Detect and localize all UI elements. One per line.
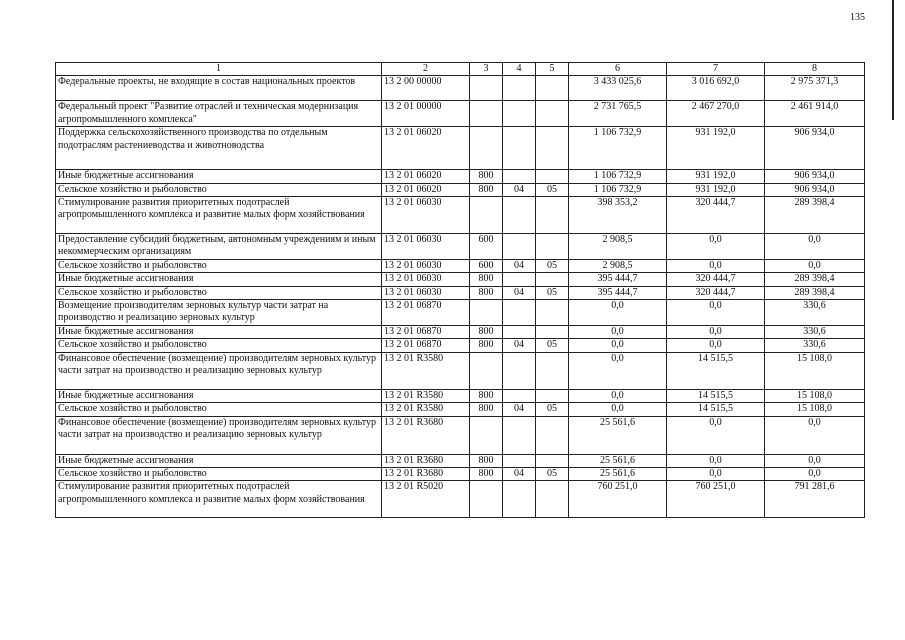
row-subsection-cell: 05 (536, 286, 569, 299)
row-name-cell: Иные бюджетные ассигнования (56, 389, 382, 402)
row-section-cell (503, 127, 536, 170)
row-subsection-cell: 05 (536, 467, 569, 480)
table-row (56, 467, 865, 480)
row-amount-year3-cell: 15 108,0 (765, 352, 865, 389)
row-subsection-cell (536, 325, 569, 338)
row-name-cell: Стимулирование развития приоритетных подотраслей агропромышленного комплекса и развитие малых форм хозяйствования (56, 481, 382, 518)
header-col-1: 1 (56, 63, 382, 76)
row-amount-year1-cell: 0,0 (569, 403, 667, 416)
table-row (56, 170, 865, 183)
row-name-cell: Федеральный проект "Развитие отраслей и техническая модернизация агропромышленного комплекса" (56, 101, 382, 127)
row-section-cell: 04 (503, 467, 536, 480)
header-col-8: 8 (765, 63, 865, 76)
row-subsection-cell (536, 234, 569, 260)
row-expense-type-cell: 600 (470, 259, 503, 272)
row-amount-year2-cell: 0,0 (667, 467, 765, 480)
row-amount-year3-cell: 330,6 (765, 300, 865, 326)
row-amount-year1-cell: 0,0 (569, 325, 667, 338)
row-expense-type-cell: 800 (470, 325, 503, 338)
row-expense-type-cell (470, 127, 503, 170)
row-amount-year1-cell: 0,0 (569, 339, 667, 352)
row-amount-year3-cell: 0,0 (765, 416, 865, 454)
row-subsection-cell (536, 454, 569, 467)
row-amount-year2-cell: 931 192,0 (667, 183, 765, 196)
row-subsection-cell (536, 352, 569, 389)
row-code-cell: 13 2 01 R3680 (382, 416, 470, 454)
row-subsection-cell: 05 (536, 339, 569, 352)
row-code-cell: 13 2 01 06030 (382, 259, 470, 272)
row-amount-year1-cell: 1 106 732,9 (569, 127, 667, 170)
row-code-cell: 13 2 01 06870 (382, 325, 470, 338)
row-expense-type-cell: 800 (470, 454, 503, 467)
row-code-cell: 13 2 01 06870 (382, 300, 470, 326)
row-amount-year3-cell: 0,0 (765, 467, 865, 480)
row-amount-year1-cell: 1 106 732,9 (569, 183, 667, 196)
row-section-cell (503, 454, 536, 467)
row-section-cell (503, 416, 536, 454)
row-name-cell: Финансовое обеспечение (возмещение) производителям зерновых культур части затрат на производство и реализацию зерновых культур (56, 352, 382, 389)
row-code-cell: 13 2 01 06030 (382, 234, 470, 260)
row-expense-type-cell: 800 (470, 286, 503, 299)
row-expense-type-cell: 800 (470, 467, 503, 480)
row-name-cell: Федеральные проекты, не входящие в состав национальных проектов (56, 76, 382, 101)
row-amount-year3-cell: 791 281,6 (765, 481, 865, 518)
row-code-cell: 13 2 01 R3580 (382, 389, 470, 402)
row-subsection-cell (536, 481, 569, 518)
row-subsection-cell: 05 (536, 403, 569, 416)
table-row (56, 183, 865, 196)
header-col-6: 6 (569, 63, 667, 76)
row-name-cell: Иные бюджетные ассигнования (56, 325, 382, 338)
row-amount-year2-cell: 0,0 (667, 454, 765, 467)
row-code-cell: 13 2 01 06020 (382, 183, 470, 196)
row-expense-type-cell: 800 (470, 170, 503, 183)
table-row (56, 481, 865, 518)
table-row (56, 300, 865, 326)
row-amount-year1-cell: 0,0 (569, 352, 667, 389)
header-col-7: 7 (667, 63, 765, 76)
header-col-5: 5 (536, 63, 569, 76)
row-name-cell: Стимулирование развития приоритетных подотраслей агропромышленного комплекса и развитие малых форм хозяйствования (56, 197, 382, 234)
row-name-cell: Сельское хозяйство и рыболовство (56, 183, 382, 196)
row-expense-type-cell (470, 300, 503, 326)
row-amount-year2-cell: 3 016 692,0 (667, 76, 765, 101)
row-amount-year1-cell: 0,0 (569, 389, 667, 402)
row-amount-year2-cell: 0,0 (667, 339, 765, 352)
row-amount-year1-cell: 25 561,6 (569, 416, 667, 454)
header-col-2: 2 (382, 63, 470, 76)
row-amount-year3-cell: 0,0 (765, 454, 865, 467)
row-amount-year2-cell: 760 251,0 (667, 481, 765, 518)
row-code-cell: 13 2 01 06020 (382, 170, 470, 183)
row-name-cell: Возмещение производителям зерновых культур части затрат на производство и реализацию зерновых культур (56, 300, 382, 326)
row-section-cell (503, 234, 536, 260)
row-section-cell: 04 (503, 286, 536, 299)
row-name-cell: Иные бюджетные ассигнования (56, 170, 382, 183)
row-name-cell: Сельское хозяйство и рыболовство (56, 467, 382, 480)
row-amount-year3-cell: 0,0 (765, 234, 865, 260)
header-col-4: 4 (503, 63, 536, 76)
row-subsection-cell (536, 300, 569, 326)
row-amount-year2-cell: 2 467 270,0 (667, 101, 765, 127)
row-expense-type-cell: 800 (470, 339, 503, 352)
table-row (56, 325, 865, 338)
row-section-cell (503, 76, 536, 101)
row-amount-year1-cell: 2 731 765,5 (569, 101, 667, 127)
row-expense-type-cell: 800 (470, 389, 503, 402)
table-row (56, 197, 865, 234)
row-expense-type-cell: 800 (470, 403, 503, 416)
row-subsection-cell (536, 273, 569, 286)
row-code-cell: 13 2 01 06030 (382, 273, 470, 286)
row-amount-year3-cell: 15 108,0 (765, 403, 865, 416)
row-amount-year1-cell: 398 353,2 (569, 197, 667, 234)
table-row (56, 339, 865, 352)
row-section-cell (503, 325, 536, 338)
row-amount-year3-cell: 289 398,4 (765, 286, 865, 299)
row-name-cell: Иные бюджетные ассигнования (56, 454, 382, 467)
row-section-cell (503, 170, 536, 183)
row-subsection-cell (536, 76, 569, 101)
row-amount-year3-cell: 289 398,4 (765, 197, 865, 234)
row-section-cell (503, 101, 536, 127)
table-row (56, 416, 865, 454)
table-row (56, 454, 865, 467)
table-row (56, 286, 865, 299)
row-subsection-cell (536, 170, 569, 183)
row-name-cell: Иные бюджетные ассигнования (56, 273, 382, 286)
budget-table (55, 62, 865, 518)
table-row (56, 76, 865, 101)
table-row (56, 101, 865, 127)
header-row (56, 63, 865, 76)
row-expense-type-cell (470, 197, 503, 234)
row-expense-type-cell: 600 (470, 234, 503, 260)
row-name-cell: Финансовое обеспечение (возмещение) производителям зерновых культур части затрат на производство и реализацию зерновых культур (56, 416, 382, 454)
row-amount-year1-cell: 395 444,7 (569, 273, 667, 286)
row-amount-year3-cell: 289 398,4 (765, 273, 865, 286)
row-section-cell (503, 197, 536, 234)
table-row (56, 273, 865, 286)
row-expense-type-cell: 800 (470, 183, 503, 196)
row-amount-year1-cell: 760 251,0 (569, 481, 667, 518)
table-body (56, 76, 865, 518)
row-amount-year2-cell: 0,0 (667, 300, 765, 326)
table-row (56, 352, 865, 389)
row-section-cell (503, 273, 536, 286)
row-expense-type-cell (470, 76, 503, 101)
row-amount-year1-cell: 395 444,7 (569, 286, 667, 299)
row-amount-year2-cell: 0,0 (667, 416, 765, 454)
table-row (56, 234, 865, 260)
row-amount-year3-cell: 0,0 (765, 259, 865, 272)
header-col-3: 3 (470, 63, 503, 76)
row-amount-year1-cell: 0,0 (569, 300, 667, 326)
row-amount-year2-cell: 14 515,5 (667, 403, 765, 416)
row-amount-year2-cell: 931 192,0 (667, 127, 765, 170)
row-amount-year1-cell: 2 908,5 (569, 234, 667, 260)
row-subsection-cell (536, 416, 569, 454)
row-amount-year3-cell: 906 934,0 (765, 170, 865, 183)
row-amount-year2-cell: 320 444,7 (667, 286, 765, 299)
row-amount-year2-cell: 931 192,0 (667, 170, 765, 183)
table-row (56, 259, 865, 272)
row-code-cell: 13 2 01 R3580 (382, 403, 470, 416)
row-section-cell: 04 (503, 183, 536, 196)
row-section-cell (503, 481, 536, 518)
row-amount-year2-cell: 14 515,5 (667, 389, 765, 402)
row-amount-year3-cell: 15 108,0 (765, 389, 865, 402)
row-amount-year3-cell: 906 934,0 (765, 127, 865, 170)
row-code-cell: 13 2 01 06870 (382, 339, 470, 352)
row-code-cell: 13 2 00 00000 (382, 76, 470, 101)
row-expense-type-cell (470, 481, 503, 518)
row-name-cell: Сельское хозяйство и рыболовство (56, 259, 382, 272)
row-expense-type-cell (470, 352, 503, 389)
row-name-cell: Сельское хозяйство и рыболовство (56, 403, 382, 416)
row-subsection-cell: 05 (536, 259, 569, 272)
row-section-cell: 04 (503, 259, 536, 272)
row-section-cell: 04 (503, 403, 536, 416)
row-expense-type-cell (470, 101, 503, 127)
row-amount-year1-cell: 2 908,5 (569, 259, 667, 272)
row-amount-year1-cell: 25 561,6 (569, 467, 667, 480)
row-expense-type-cell: 800 (470, 273, 503, 286)
page-number: 135 (850, 12, 865, 23)
row-section-cell: 04 (503, 339, 536, 352)
row-amount-year2-cell: 0,0 (667, 234, 765, 260)
row-amount-year2-cell: 0,0 (667, 325, 765, 338)
row-section-cell (503, 300, 536, 326)
row-code-cell: 13 2 01 R3580 (382, 352, 470, 389)
row-code-cell: 13 2 01 R3680 (382, 467, 470, 480)
row-name-cell: Поддержка сельскохозяйственного производства по отдельным подотраслям растениеводства и животноводства (56, 127, 382, 170)
row-subsection-cell (536, 127, 569, 170)
row-amount-year2-cell: 320 444,7 (667, 273, 765, 286)
row-code-cell: 13 2 01 06030 (382, 286, 470, 299)
row-name-cell: Предоставление субсидий бюджетным, автономным учреждениям и иным некоммерческим организациям (56, 234, 382, 260)
row-code-cell: 13 2 01 00000 (382, 101, 470, 127)
table-row (56, 127, 865, 170)
row-subsection-cell (536, 101, 569, 127)
row-subsection-cell (536, 389, 569, 402)
row-name-cell: Сельское хозяйство и рыболовство (56, 286, 382, 299)
row-amount-year3-cell: 2 461 914,0 (765, 101, 865, 127)
row-subsection-cell (536, 197, 569, 234)
row-amount-year2-cell: 320 444,7 (667, 197, 765, 234)
row-code-cell: 13 2 01 R5020 (382, 481, 470, 518)
scan-edge-line (892, 0, 894, 120)
row-name-cell: Сельское хозяйство и рыболовство (56, 339, 382, 352)
row-amount-year3-cell: 2 975 371,3 (765, 76, 865, 101)
table-row (56, 403, 865, 416)
row-amount-year2-cell: 14 515,5 (667, 352, 765, 389)
row-code-cell: 13 2 01 06030 (382, 197, 470, 234)
row-expense-type-cell (470, 416, 503, 454)
row-amount-year3-cell: 330,6 (765, 325, 865, 338)
row-section-cell (503, 352, 536, 389)
row-amount-year1-cell: 1 106 732,9 (569, 170, 667, 183)
row-code-cell: 13 2 01 06020 (382, 127, 470, 170)
row-amount-year3-cell: 330,6 (765, 339, 865, 352)
row-section-cell (503, 389, 536, 402)
row-amount-year1-cell: 3 433 025,6 (569, 76, 667, 101)
row-amount-year3-cell: 906 934,0 (765, 183, 865, 196)
row-code-cell: 13 2 01 R3680 (382, 454, 470, 467)
table-row (56, 389, 865, 402)
row-amount-year1-cell: 25 561,6 (569, 454, 667, 467)
row-amount-year2-cell: 0,0 (667, 259, 765, 272)
row-subsection-cell: 05 (536, 183, 569, 196)
